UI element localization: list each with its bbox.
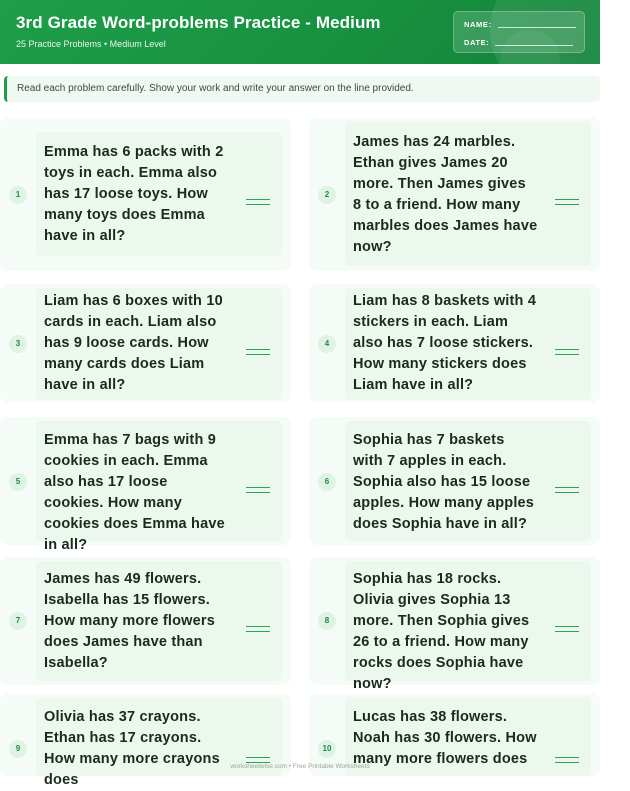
problem-number-badge: 1 <box>9 186 27 204</box>
problem-number-badge: 9 <box>9 740 27 758</box>
date-label: DATE: <box>464 38 490 47</box>
answer-line[interactable] <box>555 199 579 205</box>
page-footer: worksheetwise.com • Free Printable Worksheets <box>230 763 370 770</box>
answer-line[interactable] <box>246 349 270 355</box>
problem-number-badge: 8 <box>318 612 336 630</box>
problem-box <box>345 288 591 400</box>
instructions-banner: Read each problem carefully. Show your work and write your answer on the line provided. <box>4 76 600 102</box>
problem-card <box>309 118 600 271</box>
name-row <box>464 20 576 29</box>
problem-card <box>0 118 291 271</box>
name-date-box <box>453 11 585 53</box>
problem-text: James has 49 flowers. Isabella has 15 flowers. How many more flowers does James have than Isabella? <box>44 571 215 671</box>
problem-card <box>309 284 600 402</box>
answer-line[interactable] <box>555 487 579 493</box>
problem-card <box>0 557 291 685</box>
problem-text: Liam has 8 baskets with 4 stickers in each. Liam also has 7 loose stickers. How many stickers does Liam have in all? <box>353 293 537 393</box>
problem-box <box>345 421 591 541</box>
problem-box <box>345 122 591 266</box>
problem-text: Liam has 6 boxes with 10 cards in each. Liam also has 9 loose cards. How many cards does Liam have in all? <box>44 293 223 393</box>
name-label: NAME: <box>464 20 492 29</box>
problem-card <box>0 417 291 553</box>
problem-box <box>36 288 282 400</box>
answer-line[interactable] <box>555 626 579 632</box>
problem-number-badge: 4 <box>318 335 336 353</box>
problem-box <box>36 132 282 256</box>
answer-line[interactable] <box>246 487 270 493</box>
page-subtitle: 25 Practice Problems • Medium Level <box>16 39 166 49</box>
problem-card <box>309 417 600 545</box>
problem-text: James has 24 marbles. Ethan gives James 20 more. Then James gives 8 to a friend. How many marbles does James have now? <box>353 134 538 255</box>
problem-box <box>345 561 591 692</box>
problem-card <box>0 284 291 402</box>
problem-text: Sophia has 7 baskets with 7 apples in each. Sophia also has 15 loose apples. How many apples does Sophia have in all? <box>353 432 535 532</box>
problem-box <box>36 561 282 681</box>
name-line[interactable] <box>498 27 576 28</box>
problem-text: Olivia has 37 crayons. Ethan has 17 crayons. How many more crayons does <box>44 709 220 788</box>
problem-number-badge: 10 <box>318 740 336 758</box>
problem-text: Emma has 7 bags with 9 cookies in each. Emma also has 17 loose cookies. How many cookies does Emma have in all? <box>44 432 225 553</box>
problem-number-badge: 5 <box>9 473 27 491</box>
worksheet-header <box>0 0 600 64</box>
problem-card <box>309 557 600 692</box>
problem-text: Emma has 6 packs with 2 toys in each. Emma also has 17 loose toys. How many toys does Emma have in all? <box>44 144 224 244</box>
date-row <box>464 38 573 47</box>
problem-text: Sophia has 18 rocks. Olivia gives Sophia 13 more. Then Sophia gives 26 to a friend. How many rocks does Sophia have now? <box>353 571 530 692</box>
problem-number-badge: 6 <box>318 473 336 491</box>
answer-line[interactable] <box>555 349 579 355</box>
problem-number-badge: 2 <box>318 186 336 204</box>
date-line[interactable] <box>495 45 573 46</box>
problem-text: Lucas has 38 flowers. Noah has 30 flowers. How many more flowers does <box>353 709 537 767</box>
problem-number-badge: 7 <box>9 612 27 630</box>
page-title: 3rd Grade Word-problems Practice - Medium <box>16 13 381 32</box>
problem-box <box>36 421 282 553</box>
problem-number-badge: 3 <box>9 335 27 353</box>
answer-line[interactable] <box>246 199 270 205</box>
answer-line[interactable] <box>246 626 270 632</box>
